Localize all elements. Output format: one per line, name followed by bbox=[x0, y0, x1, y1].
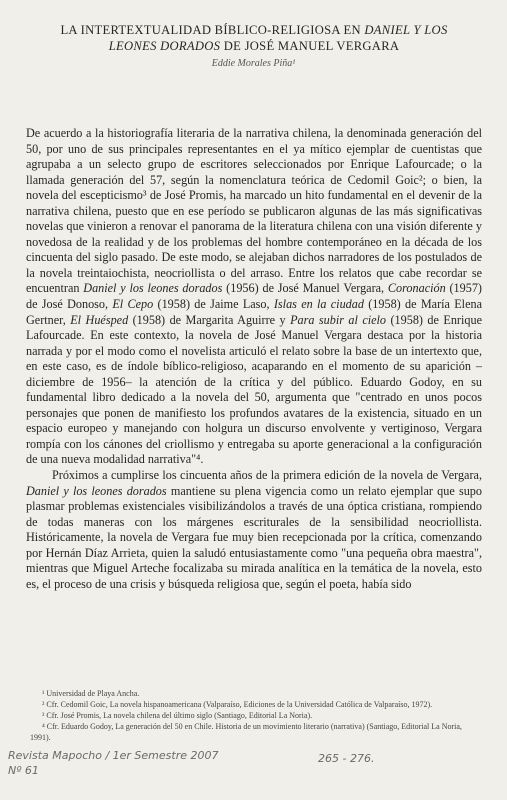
body-paragraph bbox=[26, 468, 482, 592]
title-line2-a: LEONES DORADOS bbox=[108, 39, 221, 53]
italic-title: Daniel y los leones dorados bbox=[26, 483, 167, 498]
title-line2-b: DE JOSÉ MANUEL VERGARA bbox=[220, 39, 400, 53]
footnotes bbox=[30, 688, 480, 743]
footnote: ⁴ Cfr. Eduardo Godoy, La generación del 50 en Chile. Historia de un movimiento literario (narrativa) (Santiago, Editorial La Noria, 1991). bbox=[30, 722, 462, 742]
text-run: (1956) de José Manuel Vergara, bbox=[222, 281, 388, 296]
handwritten-pages: 265 - 276. bbox=[318, 752, 375, 765]
handwritten-journal: Revista Mapocho / 1er Semestre 2007 bbox=[8, 749, 219, 762]
text-run: Próximos a cumplirse los cincuenta años de la primera edición de la novela de Vergara, bbox=[52, 468, 482, 483]
text-run: (1958) de Margarita Aguirre y bbox=[128, 312, 291, 327]
italic-title: Daniel y los leones dorados bbox=[83, 281, 223, 296]
italic-title: El Cepo bbox=[112, 297, 154, 312]
footnote: ¹ Universidad de Playa Ancha. bbox=[42, 689, 140, 698]
footnote: ³ Cfr. José Promis, La novela chilena del último siglo (Santiago, Editorial La Noria). bbox=[42, 711, 313, 720]
italic-title: Islas en la ciudad bbox=[273, 297, 364, 312]
text-run: (1958) de Jaime Laso, bbox=[153, 297, 274, 312]
author-name: Eddie Morales Piña¹ bbox=[211, 58, 296, 69]
text-run: mantiene su plena vigencia como un relato ejemplar que supo plasmar problemas existenciales visibilizándolos a través de una óptica cristiana, rompiendo de todas maneras con los márgenes escriturales de la sensibilidad neocriollista. Históricamente, la novela de Vergara fue muy bien recepcionada por la crítica, comenzando por Hernán Díaz Arrieta, quien la saludó entusiastamente como "una pequeña obra maestra", mientras que Miguel Arteche focalizaba su mirada analítica en la temática de la novela, esto es, el proceso de una crisis y búsqueda religiosa que, según el poeta, había sido bbox=[26, 483, 482, 591]
text-run: (1958) de María Elena Gertner, bbox=[26, 297, 482, 327]
text-run: De acuerdo a la historiografía literaria de la narrativa chilena, la denominada generación del 50, por uno de sus principales representantes en el ya mítico ejemplar de cuentistas que agrupaba a un selecto grupo de escritores seleccionados por Enrique Lafourcade; o la llamada generación del 57, según la nomenclatura teórica de Cedomil Goic²; o bien, la novela del escepticismo³ de José Promis, ha marcado un hito fundamental en el devenir de la narrativa chilena, puesto que en ese período se publicaron algunas de las más significativas novelas que vinieron a renovar el panorama de la literatura chilena con una visión diferente y novedosa de la realidad y de los problemas del hombre contemporáneo en la década de los cincuenta del siglo pasado. De este modo, se alejaban dichos narradores de los postulados de la novela treintaiochista, neocriollista o del arraso. Entre los relatos que cabe recordar se encuentran bbox=[26, 126, 482, 296]
title-line1-a: LA INTERTEXTUALIDAD BÍBLICO-RELIGIOSA EN bbox=[60, 23, 365, 37]
italic-title: El Huésped bbox=[70, 312, 129, 327]
body-paragraph bbox=[26, 126, 482, 468]
article-title bbox=[34, 22, 474, 54]
handwritten-reference bbox=[8, 748, 288, 778]
handwritten-issue: Nº 61 bbox=[8, 764, 39, 777]
article-body bbox=[26, 126, 482, 592]
footnote: ² Cfr. Cedomil Goic, La novela hispanoamericana (Valparaíso, Ediciones de la Universidad Católica de Valparaíso, 1972). bbox=[42, 700, 433, 709]
italic-title: Coronación bbox=[387, 281, 446, 296]
text-run: (1957) de José Donoso, bbox=[26, 281, 482, 312]
text-run: (1958) de Enrique Lafourcade. En este contexto, la novela de José Manuel Vergara destaca por la historia narrada y por el modo como el novelista articuló el relato sobre la base de un intertexto que, en este caso, es de índole bíblico-religioso, acaparando en el momento de su aparición –diciembre de 1956– la atención de la crítica y del público. Eduardo Godoy, en su fundamental libro dedicado a la novela del 50, argumenta que "centrado en unos pocos personajes que ponen de manifiesto los profundos avatares de la existencia, situado en un espacio europeo y manejando con holgura un discurso envolvente y vertiginoso, Vergara rompía con los cánones del criollismo y entregaba su aporte generacional a la configuración de una nueva modalidad narrativa"⁴. bbox=[26, 312, 482, 467]
italic-title: Para subir al cielo bbox=[290, 312, 387, 327]
title-line1-b: DANIEL Y LOS bbox=[364, 23, 448, 37]
